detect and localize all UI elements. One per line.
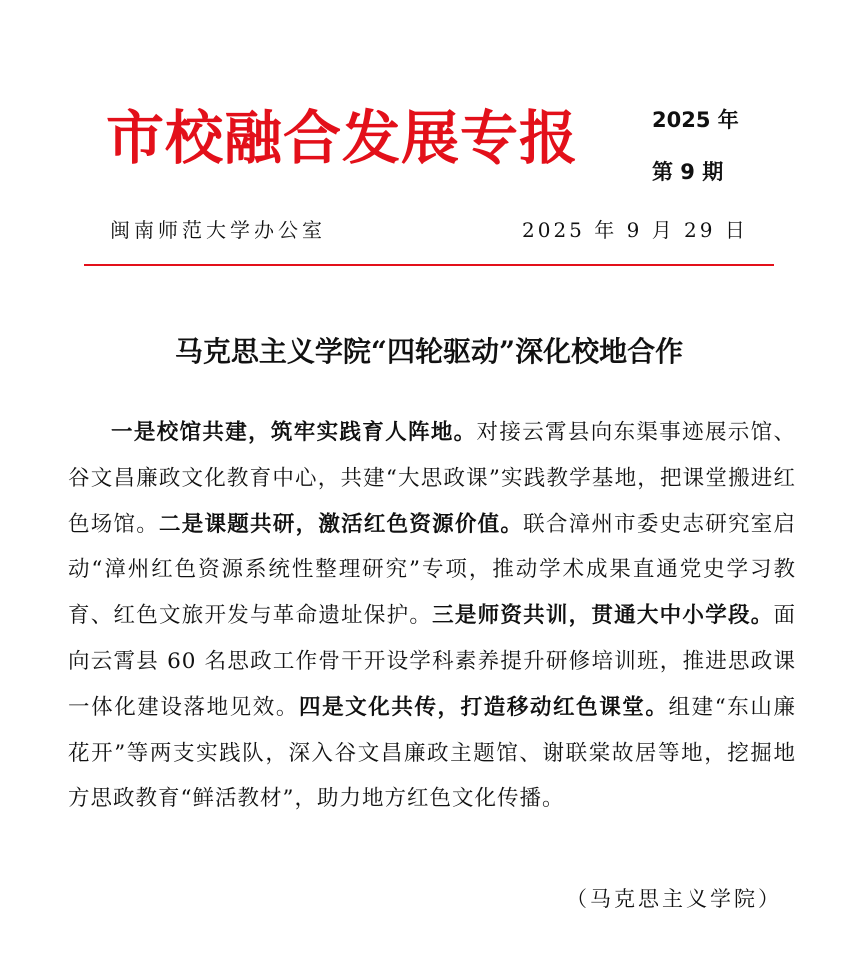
year-label: 2025 年 (652, 108, 739, 132)
header-divider (84, 264, 774, 266)
issue-label: 第 9 期 (652, 160, 724, 184)
point-1-text: 对接云霄县向东渠事迹展示馆、谷文昌廉政文化教育中心，共建“大思政课”实践教学基地，把课堂搬进红色场馆。 (68, 420, 796, 537)
article-body (68, 410, 796, 822)
publisher-label: 闽南师范大学办公室 (110, 218, 326, 242)
masthead-title: 市校融合发展专报 (106, 104, 579, 172)
point-1-heading: 一是校馆共建，筑牢实践育人阵地。 (111, 420, 477, 445)
publish-date: 2025 年 9 月 29 日 (522, 218, 748, 242)
article-signature: （马克思主义学院） (566, 887, 782, 911)
point-4-text: 组建“东山廉花开”等两支实践队，深入谷文昌廉政主题馆、谢联棠故居等地，挖掘地方思政教育“鲜活教材”，助力地方红色文化传播。 (68, 694, 796, 812)
point-2-text: 联合漳州市委史志研究室启动“漳州红色资源系统性整理研究”专项，推动学术成果直通党史学习教育、红色文旅开发与革命遗址保护。 (68, 511, 796, 629)
article-title: 马克思主义学院“四轮驱动”深化校地合作 (174, 335, 684, 368)
point-3-heading: 三是师资共训，贯通大中小学段。 (432, 603, 774, 629)
point-3-text: 面向云霄县 60 名思政工作骨干开设学科素养提升研修培训班，推进思政课一体化建设落地见效。 (68, 603, 796, 720)
point-4-heading: 四是文化共传，打造移动红色课堂。 (298, 694, 669, 720)
point-2-heading: 二是课题共研，激活红色资源价值。 (159, 511, 524, 537)
